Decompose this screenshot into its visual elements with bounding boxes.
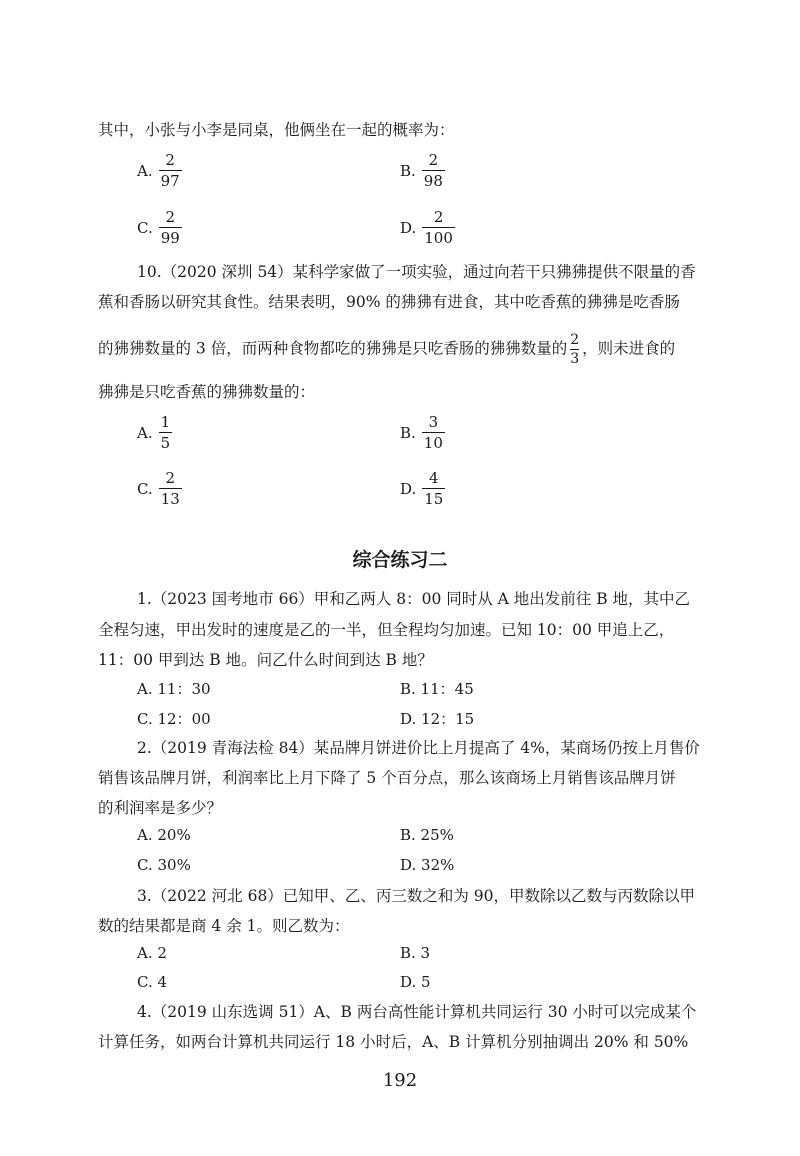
p3-option-a: A. 2 — [137, 944, 167, 962]
q10-option-b: B. $\frac{3}{10}$ — [400, 413, 443, 452]
p2-line-2: 销售该品牌月饼，利润率比上月下降了 5 个百分点，那么该商场上月销售该品牌月饼 — [98, 769, 676, 787]
p4-line-2: 计算任务，如两台计算机共同运行 18 小时后，A、B 计算机分别抽调出 20% 和 50% — [98, 1033, 689, 1051]
q10-line-2: 蕉和香肠以研究其食性。结果表明，90% 的狒狒有进食，其中吃香蕉的狒狒是吃香肠 — [98, 293, 680, 311]
q10-option-a: A. $\frac{1}{5}$ — [137, 413, 171, 452]
option-b: B. $\frac{2}{98}$ — [400, 151, 443, 190]
p3-option-c: C. 4 — [137, 973, 168, 991]
p1-line-3: 11：00 甲到达 B 地。问乙什么时间到达 B 地？ — [98, 651, 433, 669]
p1-option-d: D. 12：15 — [400, 710, 475, 728]
p1-option-c: C. 12：00 — [137, 710, 211, 728]
p3-line-2: 数的结果都是商 4 余 1。则乙数为： — [98, 917, 350, 935]
p2-option-d: D. 32% — [400, 856, 455, 874]
page-number: 192 — [382, 1070, 418, 1091]
p1-option-a: A. 11：30 — [137, 680, 211, 698]
q10-line-1: 10.（2020 深圳 54）某科学家做了一项实验，通过向若干只狒狒提供不限量的香 — [137, 263, 696, 281]
p2-option-c: C. 30% — [137, 856, 191, 874]
q10-line-3: 的狒狒数量的 3 倍，而两种食物都吃的狒狒是只吃香肠的狒狒数量的 $\frac{2}{3}$ ，则未进食的 — [98, 332, 676, 367]
option-c: C. $\frac{2}{99}$ — [137, 208, 180, 247]
option-a: A. $\frac{2}{97}$ — [137, 151, 180, 190]
q10-option-d: D. $\frac{4}{15}$ — [400, 469, 444, 508]
p2-option-b: B. 25% — [400, 826, 454, 844]
q10-option-c: C. $\frac{2}{13}$ — [137, 469, 180, 508]
p1-option-b: B. 11：45 — [400, 680, 474, 698]
p3-option-d: D. 5 — [400, 973, 431, 991]
p3-line-1: 3.（2022 河北 68）已知甲、乙、丙三数之和为 90，甲数除以乙数与丙数除以甲 — [137, 887, 695, 905]
p2-option-a: A. 20% — [137, 826, 191, 844]
p2-line-3: 的利润率是多少？ — [98, 799, 223, 817]
p1-line-1: 1.（2023 国考地市 66）甲和乙两人 8：00 同时从 A 地出发前往 B 地，其中乙 — [137, 590, 691, 608]
text-line: 其中，小张与小李是同桌，他俩坐在一起的概率为： — [98, 121, 455, 139]
p2-line-1: 2.（2019 青海法检 84）某品牌月饼进价比上月提高了 4%，某商场仍按上月售价 — [137, 739, 700, 757]
p3-option-b: B. 3 — [400, 944, 431, 962]
section-title: 综合练习二 — [352, 549, 448, 571]
option-d: D. $\frac{2}{100}$ — [400, 208, 453, 247]
p1-line-2: 全程匀速，甲出发时的速度是乙的一半，但全程均匀加速。已知 10：00 甲追上乙， — [98, 621, 675, 639]
p4-line-1: 4.（2019 山东选调 51）A、B 两台高性能计算机共同运行 30 小时可以完成某个 — [137, 1003, 697, 1021]
q10-line-4: 狒狒是只吃香蕉的狒狒数量的： — [98, 383, 316, 401]
